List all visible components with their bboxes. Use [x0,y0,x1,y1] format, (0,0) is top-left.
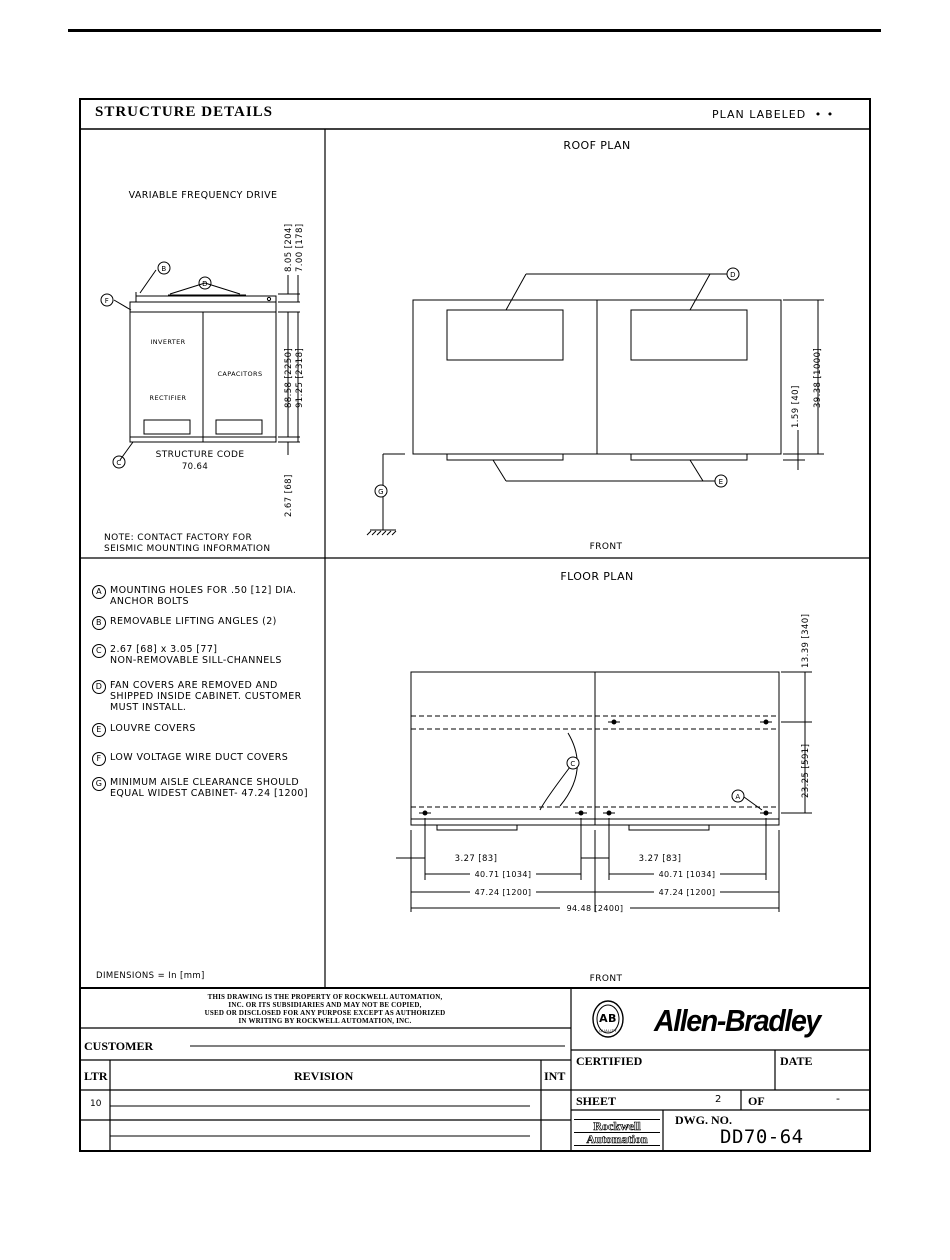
seismic-note-2: SEISMIC MOUNTING INFORMATION [104,544,271,554]
callout-d-letter: D [202,280,208,288]
note-c-text: 2.67 [68] x 3.05 [77] NON-REMOVABLE SILL-CHANNELS [110,644,282,666]
seismic-note-1: NOTE: CONTACT FACTORY FOR [104,533,253,543]
rockwell-logo-icon [574,1119,660,1146]
dimensions-note: DIMENSIONS = In [mm] [96,971,205,981]
note-b [92,605,277,630]
elev-dim-1: 8.05 [204] [284,223,294,272]
rockwell-line-2: Automation [574,1133,660,1146]
roof-plan-front: FRONT [589,542,623,552]
note-b-marker: B [92,616,106,630]
revision-label: REVISION [294,1069,354,1083]
floor-dim-h4: 94.48 [2400] [566,904,624,913]
drawing-number: DD70-64 [720,1126,804,1148]
note-g-text: MINIMUM AISLE CLEARANCE SHOULD EQUAL WIDEST CABINET- 47.24 [1200] [110,777,308,799]
elev-dim-5: 2.67 [68] [284,474,294,517]
louvre-right [631,454,747,460]
louvre-left [447,454,563,460]
plan-label [712,108,834,121]
note-b-text: REMOVABLE LIFTING ANGLES (2) [110,616,277,627]
of-value: - [836,1092,840,1105]
callout-b-letter: B [161,265,167,273]
floor-dim-h3a: 47.24 [1200] [474,888,532,897]
certified-label: CERTIFIED [576,1054,643,1068]
note-d-text: FAN COVERS ARE REMOVED AND SHIPPED INSIDE CABINET. CUSTOMER MUST INSTALL. [110,680,302,713]
floor-dim-h1b: 3.27 [83] [638,854,682,864]
fan-cover-right [631,310,747,360]
note-f [92,741,288,766]
floor-dim-v2: 23.25 [591] [801,743,811,798]
floor-dim-h3b: 47.24 [1200] [658,888,716,897]
callout-roof-e-letter: E [718,478,724,486]
revision-ltr: 10 [90,1099,102,1109]
structure-code: 70.64 [181,462,209,472]
structure-code-label: STRUCTURE CODE [155,450,245,460]
brand-name: Allen-Bradley [654,1003,820,1038]
note-g-marker: G [92,777,106,791]
int-label: INT [544,1069,566,1083]
note-f-text: LOW VOLTAGE WIRE DUCT COVERS [110,752,289,763]
sheet-label: SHEET [576,1094,617,1108]
note-d-marker: D [92,680,106,694]
louvre-floor-right [629,825,709,830]
rockwell-line-1: Rockwell [574,1119,660,1133]
plan-label-marks: • • [814,108,835,121]
customer-label: CUSTOMER [84,1039,154,1053]
callout-f-letter: F [104,297,110,305]
note-e-marker: E [92,723,106,737]
floor-dim-v1: 13.39 [340] [801,613,811,668]
floor-plan-front: FRONT [589,974,623,984]
capacitor-louvre [216,420,262,434]
callout-roof-g-letter: G [378,488,384,496]
ab-badge-text: AB [599,1012,617,1025]
ab-badge-sub: QUALITY [599,1029,617,1033]
elev-dim-3: 88.58 [2250] [284,347,294,408]
of-label: OF [748,1094,765,1108]
label-capacitors: CAPACITORS [217,370,263,378]
note-g [92,766,308,799]
property-notice: THIS DRAWING IS THE PROPERTY OF ROCKWELL AUTOMATION, INC. OR ITS SUBSIDIARIES AND MAY NOT BE COPIED, USED OR DISCLOSED FOR ANY PURPOSE EXCEPT AS AUTHORIZED IN WRITING BY ROCKWELL AUTOMATION, INC. [204,993,446,1025]
floor-plan-drawing [396,672,812,912]
fan-cover-left [447,310,563,360]
date-label: DATE [780,1054,813,1068]
label-rectifier: RECTIFIER [149,394,187,402]
floor-plan-title: FLOOR PLAN [560,570,634,583]
floor-dim-h2a: 40.71 [1034] [474,870,532,879]
label-inverter: INVERTER [150,338,186,346]
ltr-label: LTR [84,1069,108,1083]
rectifier-louvre [144,420,190,434]
sheet-title: STRUCTURE DETAILS [95,104,274,120]
floor-dim-h2b: 40.71 [1034] [658,870,716,879]
sheet-value: 2 [715,1094,722,1105]
note-a-marker: A [92,585,106,599]
elevation-drawing [101,262,300,468]
note-f-marker: F [92,752,106,766]
roof-plan-drawing [367,268,824,535]
callout-floor-c-letter: C [570,760,576,768]
dwg-label: DWG. NO. [675,1113,732,1127]
note-d [92,669,302,713]
callout-c-letter: C [116,459,122,467]
note-a [92,574,296,607]
elev-dim-2: 7.00 [178] [295,223,305,272]
plan-label-text: PLAN LABELED [712,108,807,121]
callout-roof-d-letter: D [730,271,736,279]
note-e-text: LOUVRE COVERS [110,723,196,734]
note-e [92,712,196,737]
callout-floor-a-letter: A [735,793,741,801]
note-c-marker: C [92,644,106,658]
roof-dim-2: 39.38 [1000] [813,347,823,408]
floor-dim-h1a: 3.27 [83] [454,854,498,864]
louvre-floor-left [437,825,517,830]
roof-plan-title: ROOF PLAN [563,139,631,152]
note-a-text: MOUNTING HOLES FOR .50 [12] DIA. ANCHOR BOLTS [110,585,297,607]
note-c [92,633,282,666]
elevation-title: VARIABLE FREQUENCY DRIVE [128,190,278,201]
elev-dim-4: 91.25 [2318] [295,347,305,408]
roof-dim-1: 1.59 [40] [791,385,801,428]
